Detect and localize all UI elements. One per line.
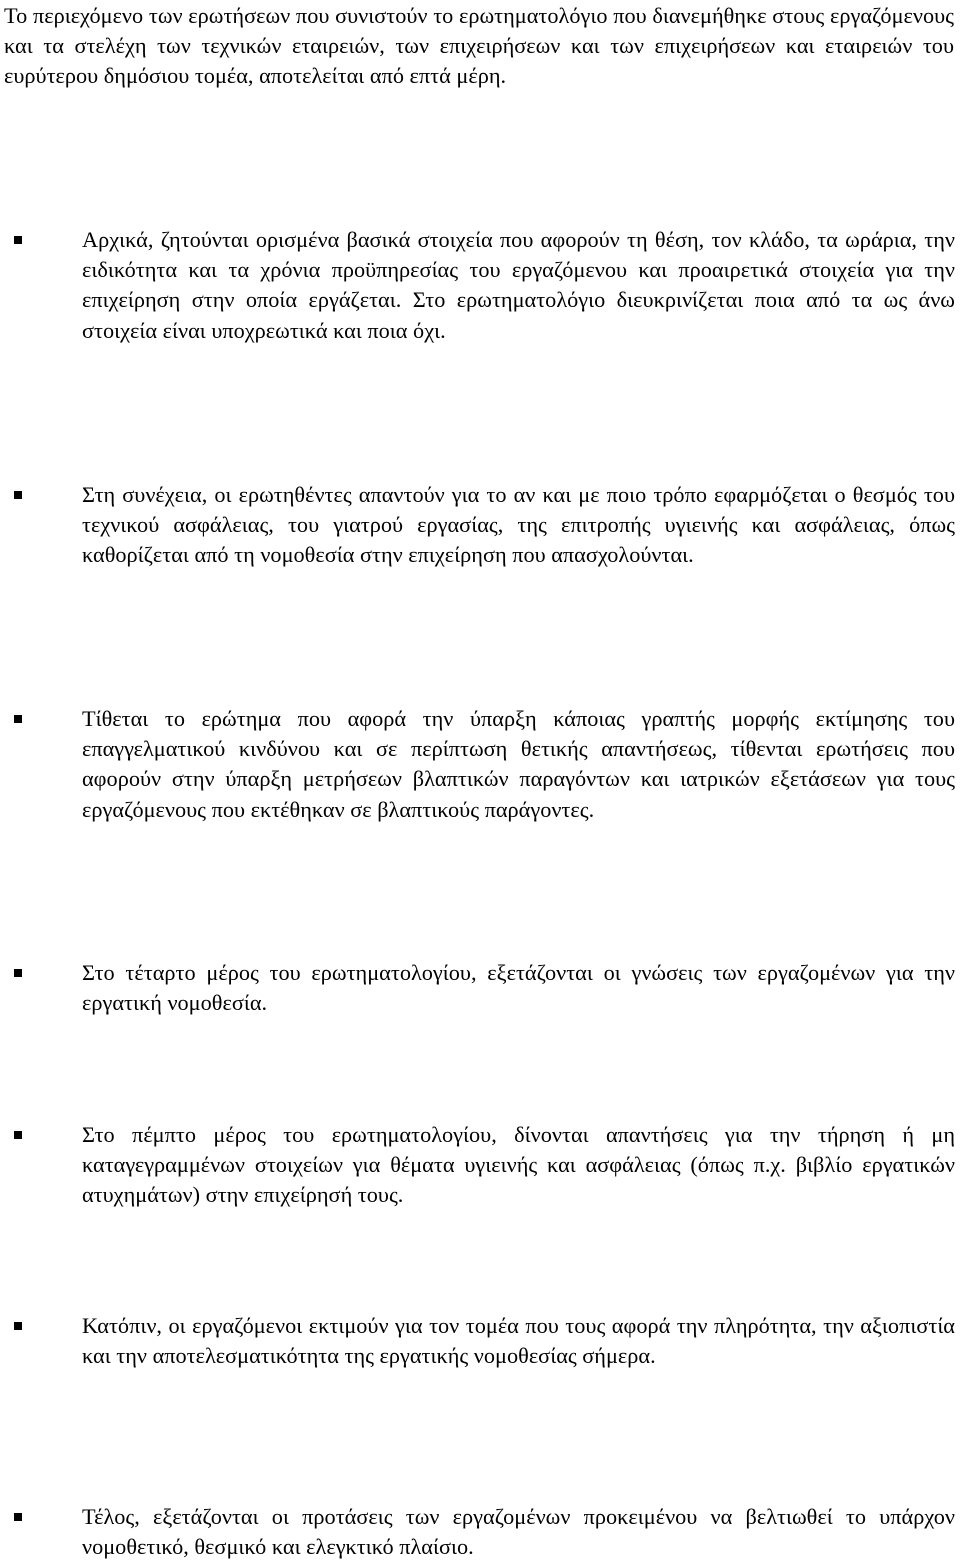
square-bullet-icon xyxy=(14,1513,22,1521)
square-bullet-icon xyxy=(14,491,22,499)
list-item-text: Κατόπιν, οι εργαζόμενοι εκτιμούν για τον τομέα που τους αφορά την πληρότητα, την αξιοπιστία και την αποτελεσματικότητα της εργατικής νομοθεσίας σήμερα. xyxy=(82,1313,955,1369)
list-item-text: Στη συνέχεια, οι ερωτηθέντες απαντούν για το αν και με ποιο τρόπο εφαρμόζεται ο θεσμός του τεχνικού ασφάλειας, του γιατρού εργασίας, της επιτροπής υγιεινής και ασφάλειας, όπως καθορίζεται από τη νομοθεσία στην επιχείρηση που απασχολούνται. xyxy=(82,482,955,568)
square-bullet-icon xyxy=(14,969,22,977)
square-bullet-icon xyxy=(14,1322,22,1330)
list-item-text: Στο τέταρτο μέρος του ερωτηματολογίου, εξετάζονται οι γνώσεις των εργαζομένων για την εργατική νομοθεσία. xyxy=(82,960,955,1016)
list-item-text: Τίθεται το ερώτημα που αφορά την ύπαρξη κάποιας γραπτής μορφής εκτίμησης του επαγγελματικού κινδύνου και σε περίπτωση θετικής απαντήσεως, τίθενται ερωτήσεις που αφορούν στην ύπαρξη μετρήσεων βλαπτικών παραγόντων και ιατρικών εξετάσεων για τους εργαζόμενους που εκτέθηκαν σε βλαπτικούς παράγοντες. xyxy=(82,706,955,822)
square-bullet-icon xyxy=(14,236,22,244)
square-bullet-icon xyxy=(14,1131,22,1139)
list-item-text: Τέλος, εξετάζονται οι προτάσεις των εργαζομένων προκειμένου να βελτιωθεί το υπάρχον νομοθετικό, θεσμικό και ελεγκτικό πλαίσιο. xyxy=(82,1504,955,1560)
square-bullet-icon xyxy=(14,715,22,723)
intro-paragraph: Το περιεχόμενο των ερωτήσεων που συνιστούν το ερωτηματολόγιο που διανεμήθηκε στους εργαζόμενους και τα στελέχη των τεχνικών εταιρειών, των επιχειρήσεων και των επιχειρήσεων και εταιρειών του ευρύτερου δημόσιου τομέα, αποτελείται από επτά μέρη. xyxy=(4,3,954,89)
list-item-text: Στο πέμπτο μέρος του ερωτηματολογίου, δίνονται απαντήσεις για την τήρηση ή μη καταγεγραμμένων στοιχείων για θέματα υγιεινής και ασφάλειας (όπως π.χ. βιβλίο εργατικών ατυχημάτων) στην επιχείρησή τους. xyxy=(82,1122,955,1208)
list-item-text: Αρχικά, ζητούνται ορισμένα βασικά στοιχεία που αφορούν τη θέση, τον κλάδο, τα ωράρια, την ειδικότητα και τα χρόνια προϋπηρεσίας του εργαζόμενου και προαιρετικά στοιχεία για την επιχείρηση στην οποία εργάζεται. Στο ερωτηματολόγιο διευκρινίζεται ποια από τα ως άνω στοιχεία είναι υποχρεωτικά και ποια όχι. xyxy=(82,227,955,343)
